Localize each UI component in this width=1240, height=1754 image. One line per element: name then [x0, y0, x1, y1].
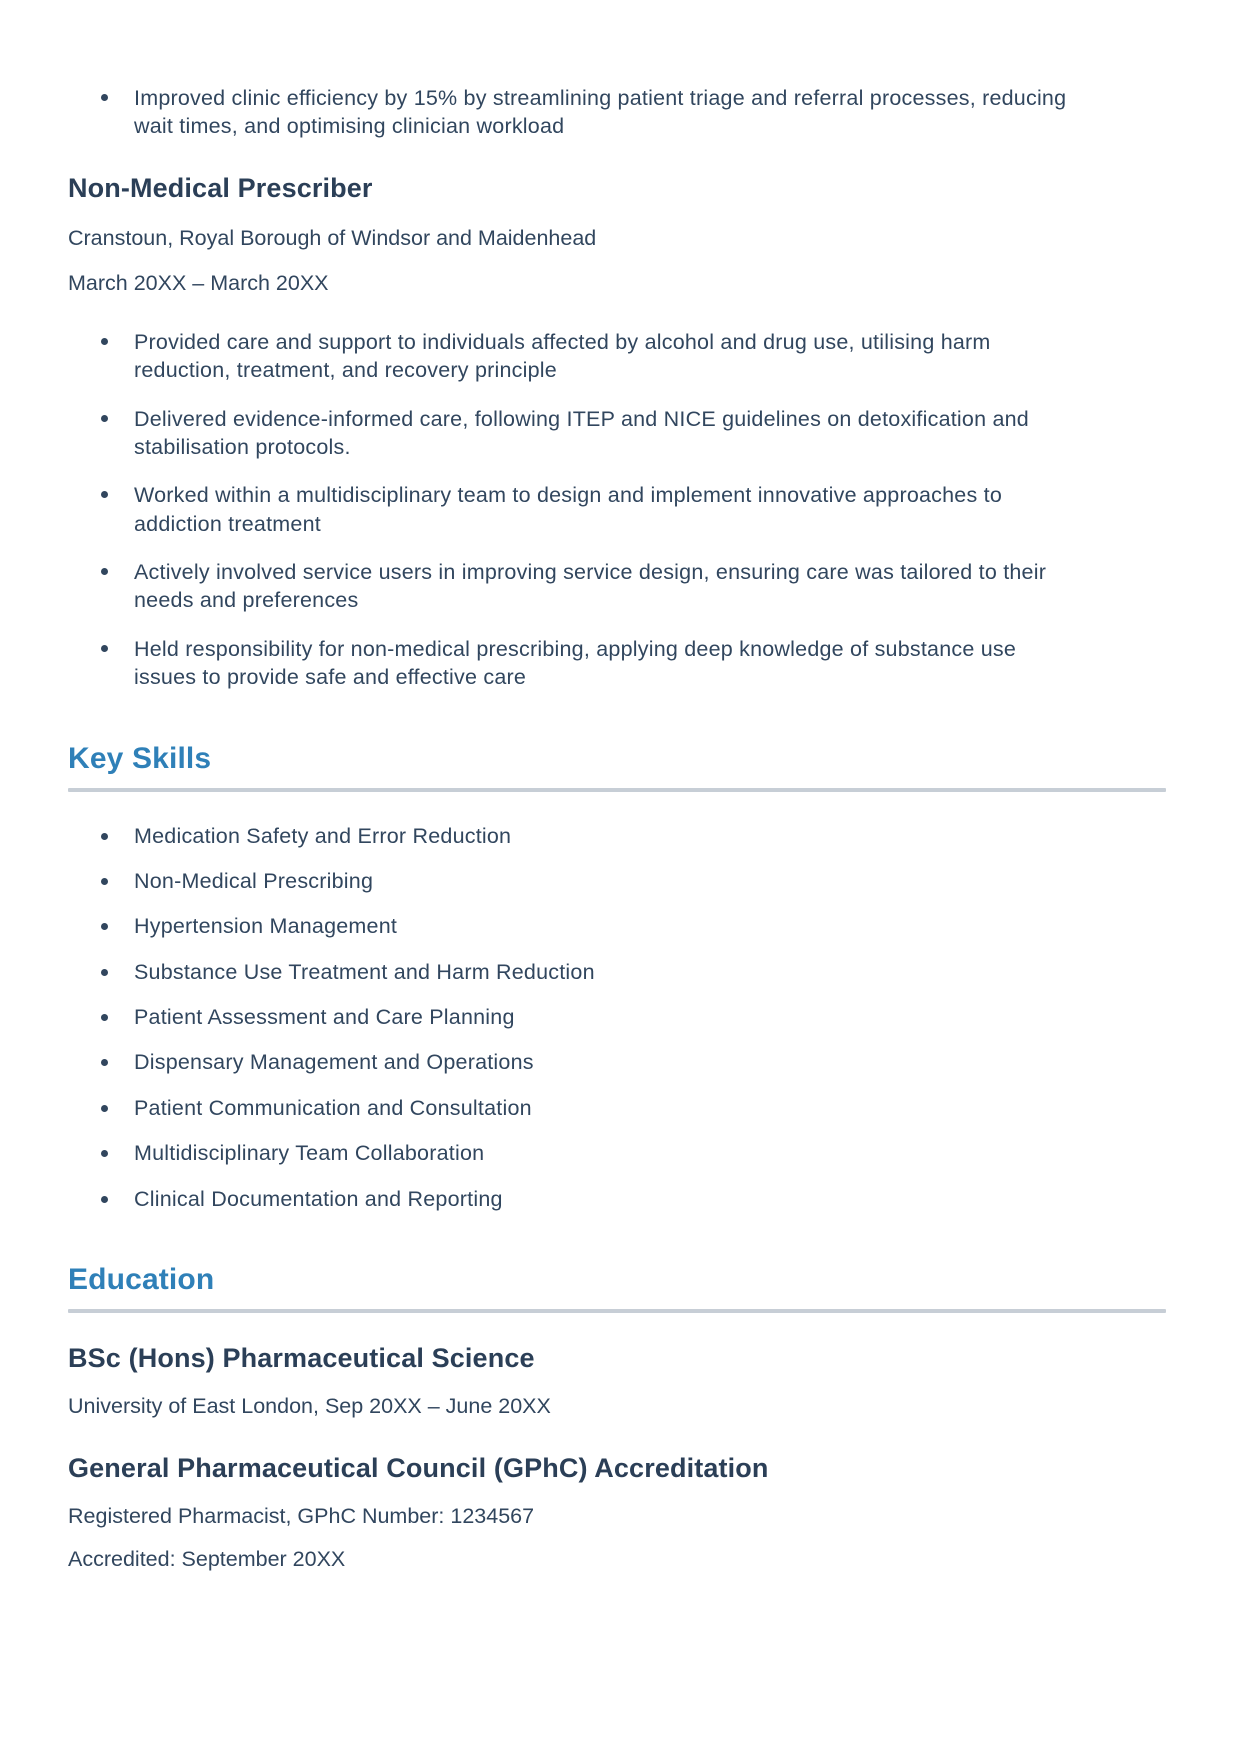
- bullet-dot-icon: [101, 491, 108, 498]
- skill-label: Clinical Documentation and Reporting: [134, 1186, 503, 1211]
- bullet-dot-icon: [101, 1059, 108, 1066]
- job-title: Non-Medical Prescriber: [68, 172, 373, 203]
- section-divider: [68, 1309, 1166, 1313]
- education-detail: Registered Pharmacist, GPhC Number: 1234567: [68, 1503, 535, 1528]
- job-dates: March 20XX – March 20XX: [68, 270, 329, 295]
- bullet-text: Actively involved service users in improving service design, ensuring care was tailored to their needs and preferences: [134, 560, 1047, 613]
- continued-experience-bullets: [68, 84, 1068, 141]
- key-skills-list: [68, 822, 1168, 1213]
- bullet-dot-icon: [101, 1014, 108, 1021]
- education-degree-title: BSc (Hons) Pharmaceutical Science: [68, 1342, 535, 1373]
- education-detail: University of East London, Sep 20XX – June 20XX: [68, 1393, 551, 1418]
- job-employer-location: Cranstoun, Royal Borough of Windsor and Maidenhead: [68, 225, 597, 250]
- list-item: [68, 867, 1168, 895]
- list-item: [68, 912, 1168, 940]
- bullet-dot-icon: [101, 338, 108, 345]
- education-degree-title: General Pharmaceutical Council (GPhC) Accreditation: [68, 1452, 769, 1483]
- skill-label: Substance Use Treatment and Harm Reduction: [134, 959, 595, 984]
- skill-label: Patient Assessment and Care Planning: [134, 1005, 515, 1029]
- skill-label: Multidisciplinary Team Collaboration: [134, 1141, 485, 1166]
- list-item: [68, 84, 1068, 141]
- skill-label: Patient Communication and Consultation: [134, 1095, 532, 1120]
- bullet-dot-icon: [101, 833, 108, 840]
- list-item: [68, 558, 1068, 615]
- education-body: [68, 1343, 1168, 1572]
- skill-label: Non-Medical Prescribing: [134, 868, 374, 893]
- bullet-text: Held responsibility for non-medical prescribing, applying deep knowledge of substance use issues to provide safe and effective care: [134, 636, 1017, 690]
- education-entry: [68, 1343, 1168, 1419]
- bullet-text: Provided care and support to individuals affected by alcohol and drug use, utilising harm reduction, treatment, and recovery principle: [134, 329, 991, 383]
- experience-entry: [68, 173, 1168, 692]
- list-item: [68, 1185, 1168, 1213]
- list-item: [68, 328, 1068, 385]
- skill-label: Dispensary Management and Operations: [134, 1050, 534, 1075]
- list-item: [68, 1094, 1168, 1122]
- bullet-dot-icon: [101, 94, 108, 101]
- resume-content: [68, 84, 1168, 1572]
- list-item: [68, 1048, 1168, 1076]
- list-item: [68, 635, 1068, 692]
- section-divider: [68, 788, 1166, 792]
- bullet-dot-icon: [101, 568, 108, 575]
- bullet-dot-icon: [101, 1196, 108, 1203]
- key-skills-body: [68, 822, 1168, 1213]
- bullet-dot-icon: [101, 1150, 108, 1157]
- bullet-dot-icon: [101, 1105, 108, 1112]
- bullet-text: Worked within a multidisciplinary team to design and implement innovative approaches to addiction treatment: [134, 483, 1002, 536]
- list-item: [68, 405, 1068, 462]
- bullet-dot-icon: [101, 878, 108, 885]
- bullet-text: Delivered evidence-informed care, following ITEP and NICE guidelines on detoxification and stabilisation protocols.: [134, 406, 1029, 459]
- bullet-dot-icon: [101, 923, 108, 930]
- education-detail: Accredited: September 20XX: [68, 1546, 346, 1571]
- list-item: [68, 822, 1168, 850]
- list-item: [68, 958, 1168, 986]
- job-bullets-wrapper: [68, 328, 1168, 692]
- section-heading-education: Education: [68, 1262, 215, 1296]
- education-section: [68, 1263, 1168, 1572]
- list-item: [68, 1003, 1168, 1031]
- section-heading-key-skills: Key Skills: [68, 741, 212, 775]
- bullet-dot-icon: [101, 645, 108, 652]
- skill-label: Medication Safety and Error Reduction: [134, 823, 512, 848]
- bullet-dot-icon: [101, 415, 108, 422]
- job-bullets: [68, 328, 1068, 692]
- bullet-text: Improved clinic efficiency by 15% by streamlining patient triage and referral processes, reducing wait times, and optimising clinician workload: [134, 86, 1067, 139]
- education-entry: [68, 1453, 1168, 1572]
- skill-label: Hypertension Management: [134, 914, 398, 939]
- key-skills-section: [68, 742, 1168, 1213]
- bullet-dot-icon: [101, 969, 108, 976]
- list-item: [68, 481, 1068, 538]
- list-item: [68, 1139, 1168, 1167]
